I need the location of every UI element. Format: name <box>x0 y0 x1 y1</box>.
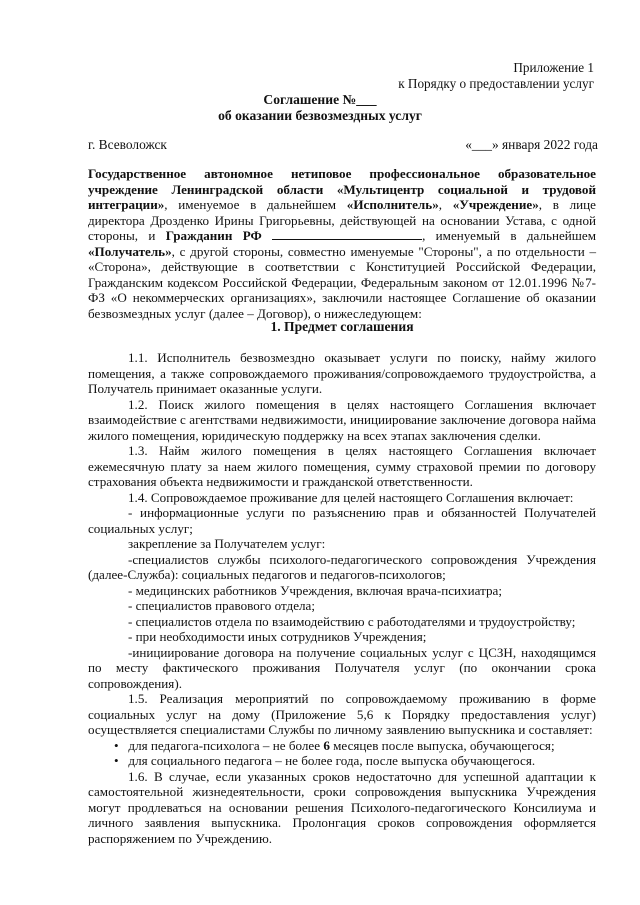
place: г. Всеволожск <box>88 137 167 152</box>
clause-1-4-medical: - медицинских работников Учреждения, включая врача-психиатра; <box>128 582 502 598</box>
clause-1-4-other: - при необходимости иных сотрудников Учреждения; <box>128 629 427 644</box>
date: «___» января 2022 года <box>465 137 598 152</box>
clause-1-4-contract: -инициирование договора на получение социальных услуг с ЦСЗН, находящимся по месту фактического проживания Получателя услуг (по окончании срока сопровождения). <box>88 644 596 691</box>
bullet-text: для социального педагога – не более года, после выпуска обучающегося. <box>128 753 536 768</box>
citizen-term: Гражданин РФ <box>165 228 262 243</box>
appendix-note <box>398 60 594 92</box>
appendix-line-1: Приложение 1 <box>513 60 594 75</box>
clause-1-6: 1.6. В случае, если указанных сроков недостаточно для успешной адаптации к самостоятельной жизнедеятельности, сроки сопровождения выпускника Учреждения могут продлеваться на основании решения Психолого-педагогического Консилиума и личного заявления выпускника. Пролонгация сроков сопровождения оформляется распоряжением по Учреждению. <box>88 768 596 846</box>
clause-1-2: 1.2. Поиск жилого помещения в целях настоящего Соглашения включает взаимодействие с агентствами недвижимости, инициирование заключение договора найма жилого помещения, юридическую поддержку на всех этапах заключения сделки. <box>88 396 596 443</box>
preamble-text: , именуемый в дальнейшем <box>422 228 596 243</box>
months-number: 6 <box>323 737 330 753</box>
clause-1-4: 1.4. Сопровождаемое проживание для целей настоящего Соглашения включает: <box>128 489 574 505</box>
clause-1-3: 1.3. Найм жилого помещения в целях настоящего Соглашения включает ежемесячную плату за наем жилого помещения, сумму страховой премии по договору страхования объекта недвижимости и гражданской ответственности. <box>88 443 596 489</box>
clause-1-4-employment: - специалистов отдела по взаимодействию с работодателями и трудоустройству; <box>128 613 576 629</box>
bullet-psychologist: • для педагога-психолога – не более 6 месяцев после выпуска, обучающегося; <box>114 737 555 753</box>
section-heading: 1. Предмет соглашения <box>270 319 414 334</box>
agreement-subtitle: об оказании безвозмездных услуг <box>218 108 422 123</box>
clause-1-5: 1.5. Реализация мероприятий по сопровождаемому проживанию в форме социальных услуг на дому (Приложение 5,6 к Порядку предоставления услуг) осуществляется специалистами Службы по личному заявлению выпускника и составляет: <box>88 691 596 737</box>
executor-term: «Исполнитель» <box>346 197 439 212</box>
bullet-social-pedagogue: • для социального педагога – не более года, после выпуска обучающегося. <box>114 753 536 768</box>
recipient-term: «Получатель» <box>88 243 172 259</box>
preamble-text: , <box>438 197 453 212</box>
name-blank-line <box>272 228 422 240</box>
preamble-institution-name: Государственное автономное нетиповое профессиональное образовательное учреждение Ленинградской области «Мультицентр социальной и трудовой интеграции» <box>88 166 596 212</box>
preamble-paragraph <box>88 166 596 321</box>
appendix-line-2: к Порядку о предоставлении услуг <box>398 76 594 91</box>
preamble-text: , в лице директора Дрозденко Ирины Григорьевны, действующей на основании Устава, с одной стороны, и <box>88 197 596 243</box>
clause-1-4-legal: - специалистов правового отдела; <box>128 598 316 613</box>
clause-1-4-assign: закрепление за Получателем услуг: <box>128 536 326 551</box>
bullet-text: для педагога-психолога – не более <box>128 737 324 753</box>
bullet-text: месяцев после выпуска, обучающегося; <box>329 737 555 753</box>
clause-1-4-specialists: -специалистов службы психолого-педагогического сопровождения Учреждения (далее-Служба): социальных педагогов и педагогов-психологов; <box>88 551 596 582</box>
section-1-body <box>88 350 596 846</box>
clause-1-4-info: - информационные услуги по разъяснению прав и обязанностей Получателей социальных услуг; <box>88 505 596 536</box>
agreement-title: Соглашение №___ <box>263 92 377 107</box>
institution-term: «Учреждение» <box>452 197 539 212</box>
preamble-text: , с другой стороны, совместно именуемые "Стороны", а по отдельности – «Сторона», действующие в соответствии с Конституцией Российской Федерации, Гражданским кодексом Российской Федерации, Федеральным законом от 12.01.1996 №7-ФЗ «О некоммерческих организациях», заключили настоящее Соглашение об оказании безвозмездных услуг (далее – Договор), о нижеследующем: <box>88 243 596 321</box>
clause-1-1: 1.1. Исполнитель безвозмездно оказывает услуги по поиску, найму жилого помещения, а также сопровождаемого проживания/сопровождаемого трудоустройства, а Получатель принимает оказанные услуги. <box>88 350 596 396</box>
preamble-text: , именуемое в дальнейшем <box>164 197 347 212</box>
